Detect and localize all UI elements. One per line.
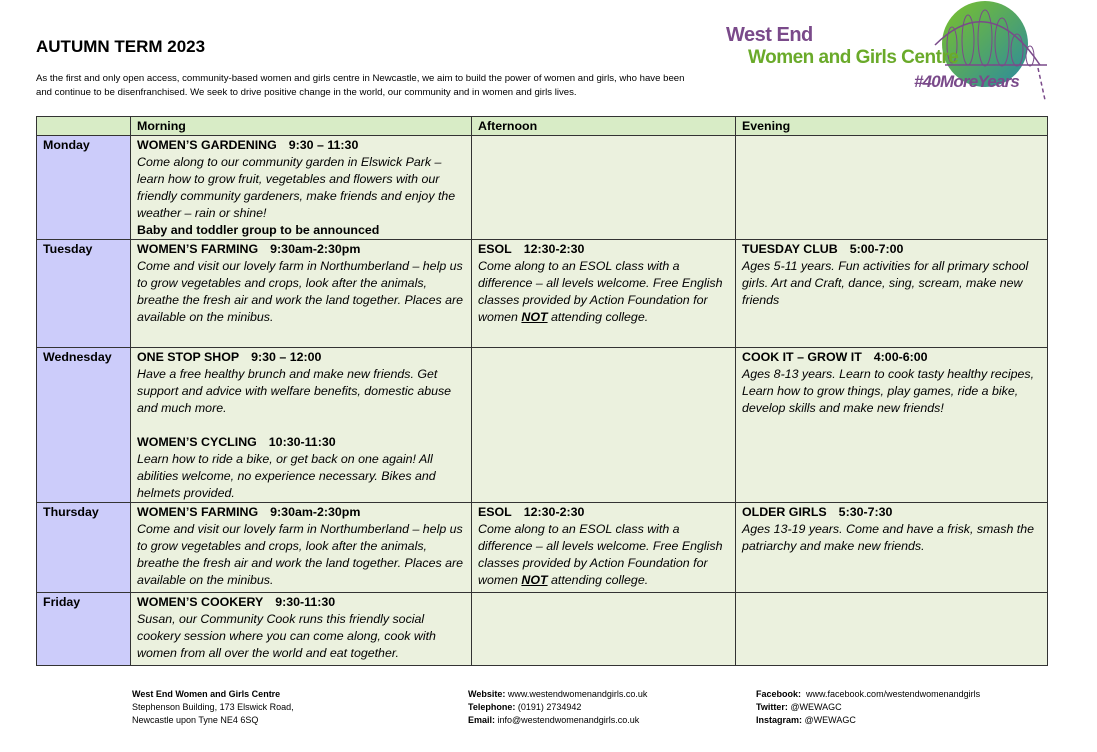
header-morning: Morning (131, 117, 472, 136)
table-row (37, 136, 1048, 240)
activity-title: OLDER GIRLS 5:30-7:30 (742, 505, 893, 519)
afternoon-cell (472, 593, 736, 666)
footer-address-2: Newcastle upon Tyne NE4 6SQ (132, 715, 259, 725)
footer-address-1: Stephenson Building, 173 Elswick Road, (132, 702, 294, 712)
activity-title: WOMEN’S COOKERY 9:30-11:30 (137, 595, 336, 609)
activity-title: ESOL 12:30-2:30 (478, 505, 585, 519)
evening-cell (736, 348, 1048, 503)
morning-cell (131, 240, 472, 348)
activity-description: Come along to an ESOL class with a difference – all levels welcome. Free English classes provided by Action Foundation for women NOT attending college. (478, 522, 723, 587)
activity-description: Ages 5-11 years. Fun activities for all primary school girls. Art and Craft, dance, sing, scream, make new friends (742, 259, 1029, 307)
header-afternoon: Afternoon (472, 117, 736, 136)
morning-cell (131, 503, 472, 593)
afternoon-cell (472, 503, 736, 593)
evening-cell (736, 503, 1048, 593)
afternoon-cell (472, 136, 736, 240)
footer-social: Facebook: www.facebook.com/westendwomenandgirls Twitter: @WEWAGC Instagram: @WEWAGC (756, 689, 981, 725)
activity-description: Come and visit our lovely farm in Northumberland – help us to grow vegetables and crops, look after the animals, breathe the fresh air and work the land together. Places are available on the minibus. (137, 259, 464, 324)
activity-title: WOMEN’S FARMING 9:30am-2:30pm (137, 505, 361, 519)
activity-description: Ages 8-13 years. Learn to cook tasty healthy recipes, Learn how to grow things, play games, ride a bike, develop skills and make new friends! (742, 367, 1035, 415)
morning-cell (131, 593, 472, 666)
afternoon-cell (472, 348, 736, 503)
logo-line-2: Women and Girls Centre (748, 47, 959, 68)
header-row (37, 117, 1048, 136)
activity-title: ESOL 12:30-2:30 (478, 242, 585, 256)
activity-description: Come along to an ESOL class with a difference – all levels welcome. Free English classes provided by Action Foundation for women NOT attending college. (478, 259, 723, 324)
afternoon-cell (472, 240, 736, 348)
footer-address (132, 688, 294, 727)
logo-hashtag: #40MoreYears (914, 72, 1020, 91)
logo-line-1: West End (726, 24, 813, 46)
activity-title: TUESDAY CLUB 5:00-7:00 (742, 242, 904, 256)
website-link[interactable]: www.westendwomenandgirls.co.uk (507, 689, 648, 699)
activity-description: Come and visit our lovely farm in Northumberland – help us to grow vegetables and crops, look after the animals, breathe the fresh air and work the land together. Places are available on the minibus. (137, 522, 464, 587)
table-row (37, 348, 1048, 503)
instagram-handle[interactable]: @WEWAGC (804, 715, 856, 725)
table-row (37, 240, 1048, 348)
activity-description: Learn how to ride a bike, or get back on one again! All abilities welcome, no experience necessary. Bikes and helmets provided. (137, 452, 436, 500)
activity-note: Baby and toddler group to be announced (137, 223, 380, 237)
activity-description: Come along to our community garden in Elswick Park – learn how to grow fruit, vegetables and flowers with our friendly community gardeners, make friends and enjoy the weather – rain or shine! (137, 155, 456, 220)
activity-description: Ages 13-19 years. Come and have a frisk, smash the patriarchy and make new friends. (742, 522, 1035, 553)
activity-title: WOMEN’S GARDENING 9:30 – 11:30 (137, 138, 359, 152)
telephone: (0191) 2734942 (517, 702, 582, 712)
activity-description: Susan, our Community Cook runs this friendly social cookery session where you can come along, cook with women from all over the world and eat together. (137, 612, 436, 660)
evening-cell (736, 593, 1048, 666)
header-evening: Evening (736, 117, 1048, 136)
footer-contact: Website: www.westendwomenandgirls.co.uk Telephone: (0191) 2734942 Email: info@westendwomenandgirls.co.uk (468, 689, 648, 725)
day-label: Wednesday (37, 348, 131, 503)
email-link[interactable]: info@westendwomenandgirls.co.uk (497, 715, 640, 725)
day-label: Tuesday (37, 240, 131, 348)
day-label: Thursday (37, 503, 131, 593)
footer-org: West End Women and Girls Centre (132, 689, 281, 699)
activity-description: Have a free healthy brunch and make new friends. Get support and advice with welfare benefits, domestic abuse and much more. (137, 367, 452, 415)
table-row (37, 593, 1048, 666)
day-label: Monday (37, 136, 131, 240)
activity-title: COOK IT – GROW IT 4:00-6:00 (742, 350, 928, 364)
logo (720, 0, 1097, 110)
timetable (36, 116, 1048, 666)
morning-cell (131, 348, 472, 503)
header-day (37, 117, 131, 136)
page-title: AUTUMN TERM 2023 (36, 37, 206, 56)
activity-title: WOMEN’S FARMING 9:30am-2:30pm (137, 242, 361, 256)
table-row (37, 503, 1048, 593)
facebook-link[interactable]: www.facebook.com/westendwomenandgirls (806, 689, 981, 699)
day-label: Friday (37, 593, 131, 666)
activity-title: ONE STOP SHOP 9:30 – 12:00 (137, 350, 322, 364)
activity-title: WOMEN’S CYCLING 10:30-11:30 (137, 435, 336, 449)
evening-cell (736, 136, 1048, 240)
twitter-handle[interactable]: @WEWAGC (790, 702, 842, 712)
intro-text: As the first and only open access, community-based women and girls centre in Newcastle, we aim to build the power of women and girls, who have been and continue to be disenfranchised. We seek to drive positive change in the world, our community and in women and girls lives. (36, 73, 685, 98)
morning-cell (131, 136, 472, 240)
evening-cell (736, 240, 1048, 348)
